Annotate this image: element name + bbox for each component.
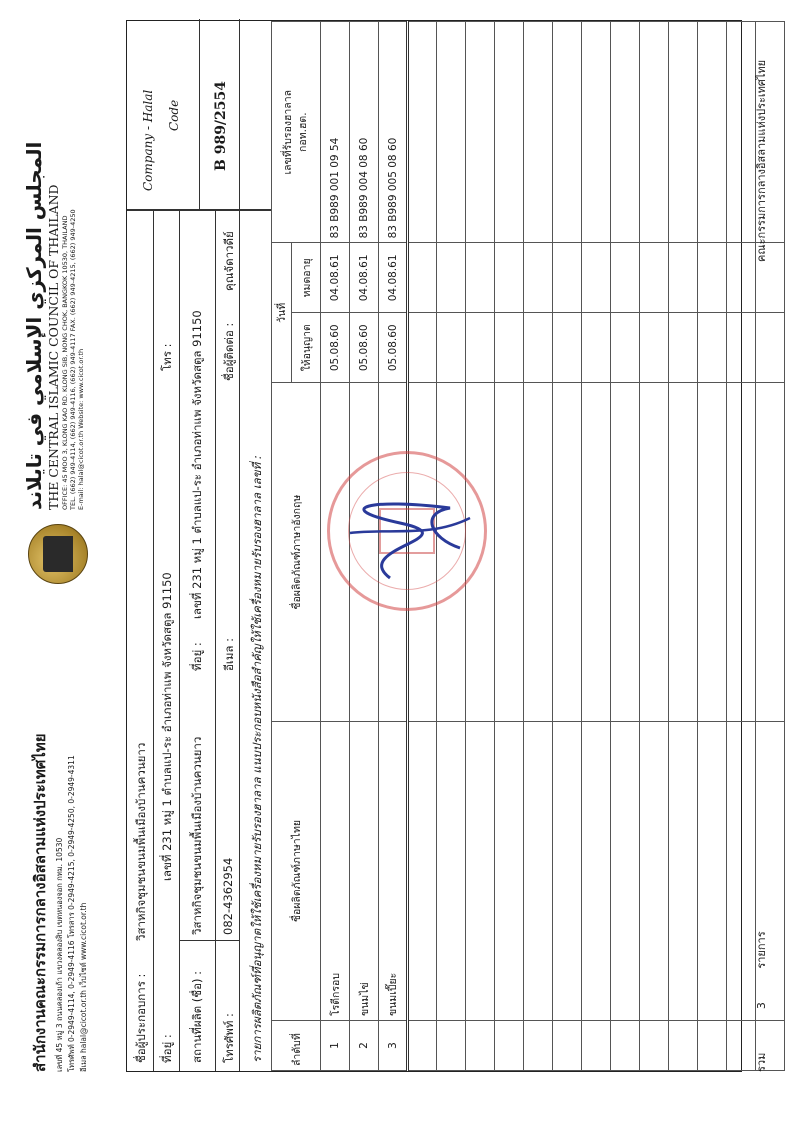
email-label: อีเมล : — [222, 638, 236, 671]
org-name-th: สำนักงานคณะกรรมการกลางอิสลามแห่งประเทศไทย — [31, 733, 49, 1072]
tel-label: โทรศัพท์ : — [222, 1013, 236, 1063]
address-th-2: โทรศัพท์ 0-2949-4114, 0-2949-4116 โทรสาร 0-2949-4215, 0-2949-4250, 0-2949-4311 — [67, 755, 76, 1072]
header-thai — [28, 602, 88, 1072]
note-text: รายการผลิตภัณฑ์ที่อนุญาตให้ใช้เครื่องหมายรับรองฮาลาล แนบประกอบหนังสือสำคัญให้ใช้เครื่องหมายรับรองฮาลาล เลขที่ : — [250, 455, 264, 1063]
factory-value: วิสาหกิจชุมชนขนมพื้นเมืองบ้านควนยาว — [190, 736, 204, 935]
col-expire-header: หมดอายุ — [292, 243, 321, 313]
address-th-3: อีเมล halal@cicot.or.th เว็บไซต์ www.cicot.or.th — [79, 902, 88, 1072]
row-no: 1 — [321, 1021, 350, 1071]
empty-row — [495, 22, 524, 1071]
col-no-header: ลำดับที่ — [272, 1021, 321, 1071]
empty-row — [524, 22, 553, 1071]
row-cert: 83 B989 001 09 54 — [321, 22, 350, 243]
signature-org: คณะกรรมการกลางอิสลามแห่งประเทศไทย — [755, 59, 768, 262]
address-en-2: TEL. (662) 949-4114, (662) 949-4116, (662) 949-4117 FAX. (662) 949-4215, (662) 949-4250 — [69, 209, 77, 510]
row-cert: 83 B989 005 08 60 — [379, 22, 408, 243]
factory-label: สถานที่ผลิต (ชื่อ) : — [190, 970, 204, 1063]
factory-address-value: เลขที่ 231 หมู่ 1 ตำบลแป-ระ อำเภอท่าแพ จังหวัดสตูล 91150 — [190, 310, 204, 619]
empty-row — [669, 22, 698, 1071]
col-date-group-header: วันที่ — [272, 243, 292, 383]
org-name-en: THE CENTRAL ISLAMIC COUNCIL OF THAILAND — [46, 184, 61, 510]
tel-value: 082-4362954 — [221, 857, 235, 935]
halal-code-label-1: Company - Halal — [141, 89, 155, 191]
footer-total — [752, 931, 770, 1072]
form-frame — [126, 20, 742, 1072]
company-value: วิสาหกิจชุมชนขนมพื้นเมืองบ้านควนยาว — [134, 742, 148, 941]
official-stamp-icon — [327, 451, 487, 611]
address-value: เลขที่ 231 หมู่ 1 ตำบลแป-ระ อำเภอท่าแพ จังหวัดสตูล 91150 — [160, 572, 174, 881]
row-cert: 83 B989 004 08 60 — [350, 22, 379, 243]
address-en-1: OFFICE: 45 MOO 3, KLONG KAO RD. KLONG SIB, NONG CHOK, BANGKOK 10530, THAILAND — [61, 215, 69, 510]
col-cert-header-1: เลขที่รับรองฮาลาล — [282, 89, 294, 175]
col-name-other-header: ชื่อผลิตภัณฑ์ภาษาอังกฤษ — [272, 383, 321, 722]
empty-row — [640, 22, 669, 1071]
council-seal-icon — [28, 524, 88, 584]
row-issue: 05.08.60 — [379, 313, 408, 383]
empty-row — [611, 22, 640, 1071]
row-issue: 05.08.60 — [321, 313, 350, 383]
row-name-th: ขนมไข่ — [350, 722, 379, 1021]
company-label: ชื่อผู้ประกอบการ : — [134, 973, 148, 1063]
total-unit: รายการ — [755, 931, 768, 969]
row-issue: 05.08.60 — [350, 313, 379, 383]
total-label: รวม — [755, 1052, 768, 1072]
row-name-th: ขนมเปี๊ยะ — [379, 722, 408, 1021]
col-issue-header: ให้อนุญาต — [292, 313, 321, 383]
empty-row — [698, 22, 727, 1071]
row-no: 2 — [350, 1021, 379, 1071]
row-expire: 04.08.61 — [379, 243, 408, 313]
halal-code-value: B 989/2554 — [213, 80, 229, 171]
row-expire: 04.08.61 — [321, 243, 350, 313]
col-cert-header — [272, 22, 321, 243]
address-th-1: เลขที่ 45 หมู่ 3 ถนนคลองเก้า แขวงคลองสิบ เขตหนองจอก กทม. 10530 — [55, 837, 64, 1072]
total-count: 3 — [755, 1002, 768, 1010]
contact-value: คุณจัดาวดีย์ — [222, 231, 236, 291]
org-name-ar: المجلس المركزي الإسلامي في تايلاند — [22, 141, 46, 510]
empty-row — [582, 22, 611, 1071]
phone-label: โทร : — [160, 343, 174, 371]
header-english — [22, 40, 85, 510]
row-no: 3 — [379, 1021, 408, 1071]
address-label: ที่อยู่ : — [160, 1034, 174, 1063]
row-expire: 04.08.61 — [350, 243, 379, 313]
col-cert-header-2: กอท.ฮต. — [297, 112, 309, 152]
contact-label: ชื่อผู้ติดต่อ : — [222, 322, 236, 381]
col-name-th-header: ชื่อผลิตภัณฑ์ภาษาไทย — [272, 722, 321, 1021]
empty-row — [553, 22, 582, 1071]
factory-address-label: ที่อยู่ : — [190, 642, 204, 671]
row-name-th: โรตีกรอบ — [321, 722, 350, 1021]
halal-code-label-2: Code — [167, 99, 181, 131]
address-en-3: E-mail: halal@cicot.or.th Website: www.cicot.or.th — [77, 348, 85, 510]
